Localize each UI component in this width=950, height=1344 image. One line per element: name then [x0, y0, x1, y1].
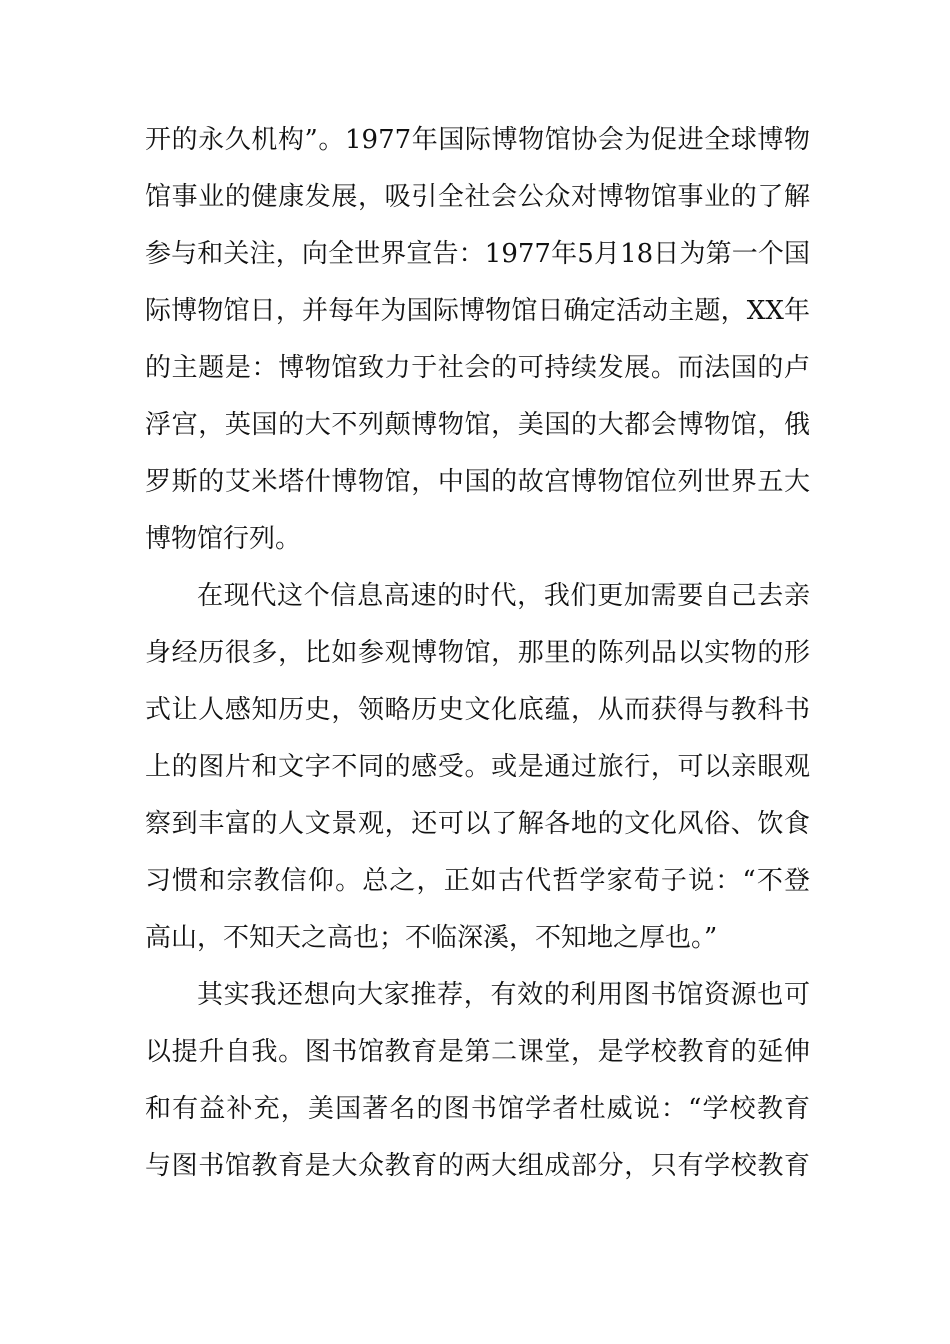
paragraph-first-line: 其实我还想向大家推荐，有效的利用图书馆资源也可: [197, 980, 810, 1010]
text-line: 馆事业的健康发展，吸引全社会公众对博物馆事业的了解: [145, 182, 810, 212]
paragraph-first-line: 在现代这个信息高速的时代，我们更加需要自己去亲: [197, 581, 810, 611]
text-line: 浮宫，英国的大不列颠博物馆，美国的大都会博物馆，俄: [145, 410, 810, 440]
text-line: 身经历很多，比如参观博物馆，那里的陈列品以实物的形: [145, 638, 810, 668]
text-line: 以提升自我。图书馆教育是第二课堂，是学校教育的延伸: [145, 1037, 810, 1067]
text-line: 罗斯的艾米塔什博物馆，中国的故宫博物馆位列世界五大: [145, 467, 810, 497]
text-line: 高山，不知天之高也；不临深溪，不知地之厚也。”: [145, 923, 718, 953]
text-line: 和有益补充，美国著名的图书馆学者杜威说：“学校教育: [145, 1094, 810, 1124]
text-line: 上的图片和文字不同的感受。或是通过旅行，可以亲眼观: [145, 752, 810, 782]
text-line: 的主题是：博物馆致力于社会的可持续发展。而法国的卢: [145, 353, 810, 383]
text-line: 式让人感知历史，领略历史文化底蕴，从而获得与教科书: [145, 695, 810, 725]
text-line: 参与和关注，向全世界宣告：1977年5月18日为第一个国: [145, 239, 810, 269]
text-line: 与图书馆教育是大众教育的两大组成部分，只有学校教育: [145, 1151, 810, 1181]
text-line: 察到丰富的人文景观，还可以了解各地的文化风俗、饮食: [145, 809, 810, 839]
text-line: 习惯和宗教信仰。总之，正如古代哲学家荀子说：“不登: [145, 866, 810, 896]
text-line: 开的永久机构”。1977年国际博物馆协会为促进全球博物: [145, 125, 810, 155]
text-line: 际博物馆日，并每年为国际博物馆日确定活动主题，XX年: [145, 296, 810, 326]
text-line: 博物馆行列。: [145, 524, 302, 554]
